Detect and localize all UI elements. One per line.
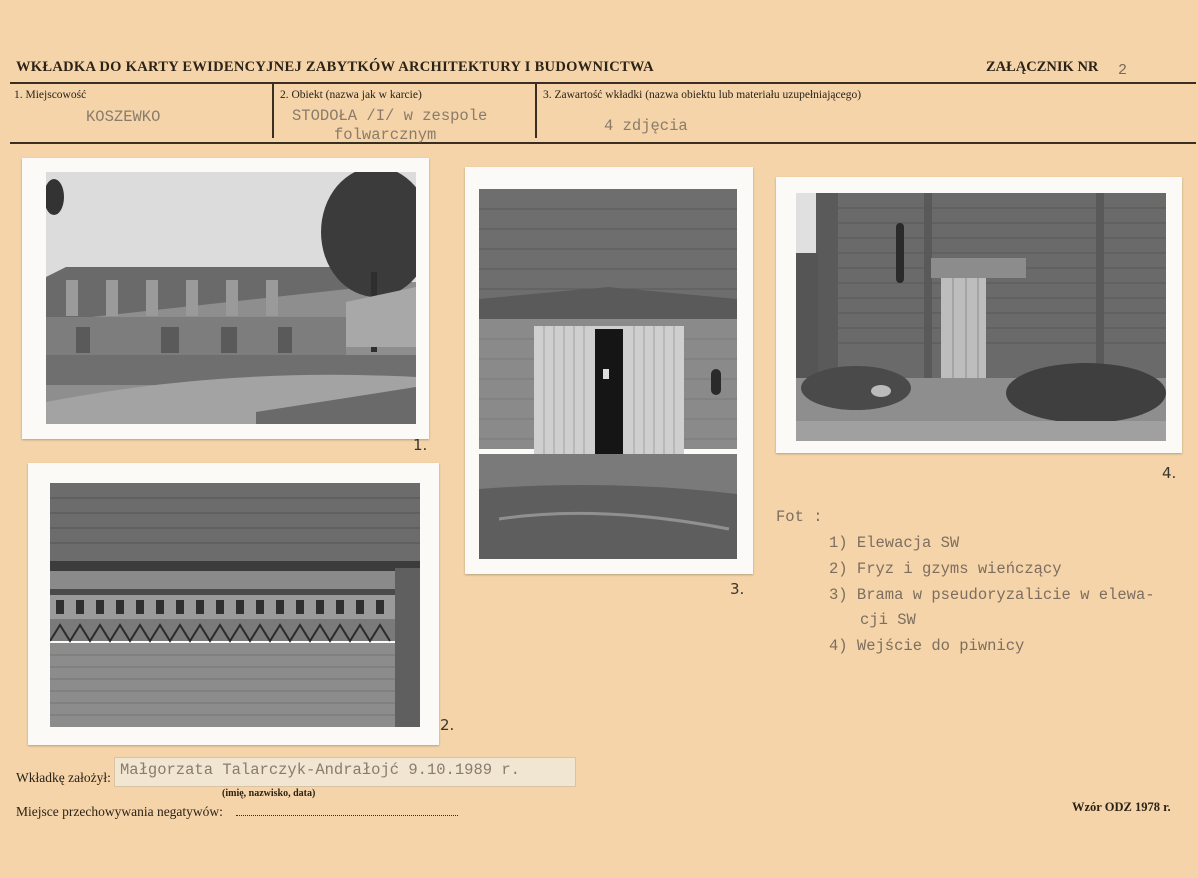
photo-cellar-entrance [796, 193, 1166, 441]
form-title: WKŁADKA DO KARTY EWIDENCYJNEJ ZABYTKÓW ARCHITEKTURY I BUDOWNICTWA [16, 59, 654, 75]
photo-4-frame [776, 177, 1182, 453]
caption-1: 1) Elewacja SW [829, 534, 960, 552]
photo-2-number: 2. [440, 716, 455, 734]
fields-rule [10, 142, 1196, 144]
captions-heading: Fot : [776, 508, 823, 526]
photo-4-number: 4. [1162, 464, 1177, 482]
locality-value: KOSZEWKO [86, 108, 161, 126]
annex-label: ZAŁĄCZNIK NR [986, 59, 1099, 75]
field-divider-1 [272, 82, 274, 138]
photo-frieze-cornice [50, 483, 420, 727]
photo-3-number: 3. [730, 580, 745, 598]
photo-3-frame [465, 167, 753, 574]
photo-1-number: 1. [413, 436, 428, 454]
object-value-line1: STODOŁA /I/ w zespole [292, 107, 488, 125]
caption-3: 3) Brama w pseudoryzalicie w elewa- [829, 586, 1155, 604]
annex-number: 2 [1118, 62, 1128, 79]
photo-1-frame [22, 158, 429, 439]
photo-barn-gate [479, 189, 737, 559]
contents-label: 3. Zawartość wkładki (nazwa obiektu lub materiału uzupełniającego) [543, 89, 862, 101]
contents-value: 4 zdjęcia [604, 117, 688, 135]
author-label: Wkładkę założył: [16, 770, 111, 785]
form-version: Wzór ODZ 1978 r. [1072, 800, 1171, 814]
photo-barn-elevation [46, 172, 416, 424]
author-hint: (imię, nazwisko, data) [222, 788, 316, 799]
caption-2: 2) Fryz i gzyms wieńczący [829, 560, 1062, 578]
storage-label: Miejsce przechowywania negatywów: [16, 804, 223, 819]
caption-4: 4) Wejście do piwnicy [829, 637, 1025, 655]
caption-3-continued: cji SW [860, 611, 916, 629]
header-rule [10, 82, 1196, 84]
object-label: 2. Obiekt (nazwa jak w karcie) [280, 89, 422, 101]
locality-label: 1. Miejscowość [14, 89, 87, 101]
field-divider-2 [535, 82, 537, 138]
object-value-line2: folwarcznym [334, 126, 437, 144]
storage-field [236, 815, 458, 816]
author-value: Małgorzata Talarczyk-Andrałojć 9.10.1989 r. [120, 761, 520, 779]
photo-2-frame [28, 463, 439, 745]
